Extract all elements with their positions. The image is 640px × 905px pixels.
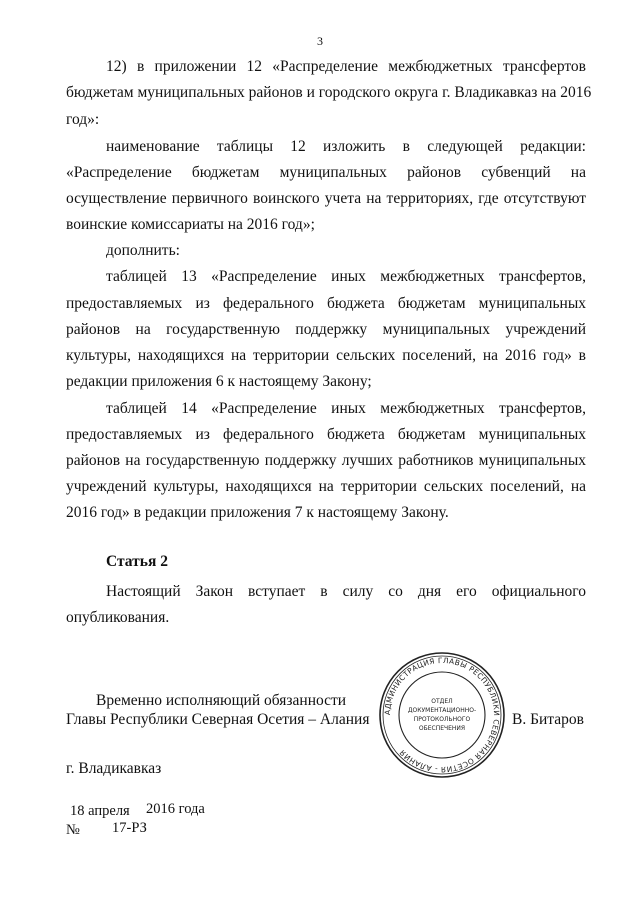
article-line2: опубликования.: [66, 609, 170, 626]
official-seal: [377, 650, 507, 780]
para5-line3: районов на государственную поддержку лучших работников муниципальных: [66, 452, 586, 469]
signature-name: В. Битаров: [512, 711, 584, 728]
document-number: 17-РЗ: [112, 820, 147, 836]
para2-line1: наименование таблицы 12 изложить в следующей редакции:: [106, 138, 586, 155]
number-sign: №: [66, 822, 80, 838]
svg-text:ОТДЕЛ: ОТДЕЛ: [431, 698, 453, 705]
svg-text:ДОКУМЕНТАЦИОННО-: ДОКУМЕНТАЦИОННО-: [407, 707, 477, 714]
para3-line1: дополнить:: [106, 242, 180, 259]
article-title: Статья 2: [106, 553, 168, 570]
svg-text:ОБЕСПЕЧЕНИЯ: ОБЕСПЕЧЕНИЯ: [418, 725, 466, 732]
date-year: 2016 года: [146, 801, 205, 817]
city: г. Владикавказ: [66, 760, 162, 777]
para4-line4: культуры, находящихся на территории сельских поселений, на 2016 год» в: [66, 347, 586, 364]
para2-line2: «Распределение бюджетам муниципальных районов субвенций на: [66, 164, 586, 181]
page-number: 3: [317, 34, 323, 48]
para5-line5: 2016 год» в редакции приложения 7 к настоящему Закону.: [66, 504, 449, 521]
para2-line3: осуществление первичного воинского учета на территориях, где отсутствуют: [66, 190, 586, 207]
para1-line3: год»:: [66, 111, 100, 128]
para4-line1: таблицей 13 «Распределение иных межбюджетных трансфертов,: [106, 268, 586, 285]
para5-line2: предоставляемых из федерального бюджета бюджетам муниципальных: [66, 426, 586, 443]
para4-line5: редакции приложения 6 к настоящему Закону;: [66, 373, 372, 390]
para1-line2: бюджетам муниципальных районов и городского округа г. Владикавказ на 2016: [66, 84, 592, 101]
article-line1: Настоящий Закон вступает в силу со дня его официального: [106, 583, 586, 600]
svg-text:АДМИНИСТРАЦИЯ ГЛАВЫ РЕСПУБЛИКИ: АДМИНИСТРАЦИЯ ГЛАВЫ РЕСПУБЛИКИ СЕВЕРНАЯ ОСЕТИЯ - АЛАНИЯ: [382, 655, 502, 775]
para4-line2: предоставляемых из федерального бюджета бюджетам муниципальных: [66, 295, 586, 312]
para5-line1: таблицей 14 «Распределение иных межбюджетных трансфертов,: [106, 400, 586, 417]
para5-line4: учреждений культуры, находящихся на территории сельских поселений, на: [66, 478, 586, 495]
para4-line3: районов на государственную поддержку муниципальных учреждений: [66, 321, 586, 338]
svg-text:ПРОТОКОЛЬНОГО: ПРОТОКОЛЬНОГО: [413, 716, 471, 723]
para2-line4: воинские комиссариаты на 2016 год»;: [66, 216, 315, 233]
para1-line1: 12) в приложении 12 «Распределение межбюджетных трансфертов: [106, 58, 586, 75]
signature-position-line2: Главы Республики Северная Осетия – Алания: [66, 711, 370, 728]
date-day-month: 18 апреля: [70, 803, 130, 819]
signature-position-line1: Временно исполняющий обязанности: [96, 692, 347, 709]
